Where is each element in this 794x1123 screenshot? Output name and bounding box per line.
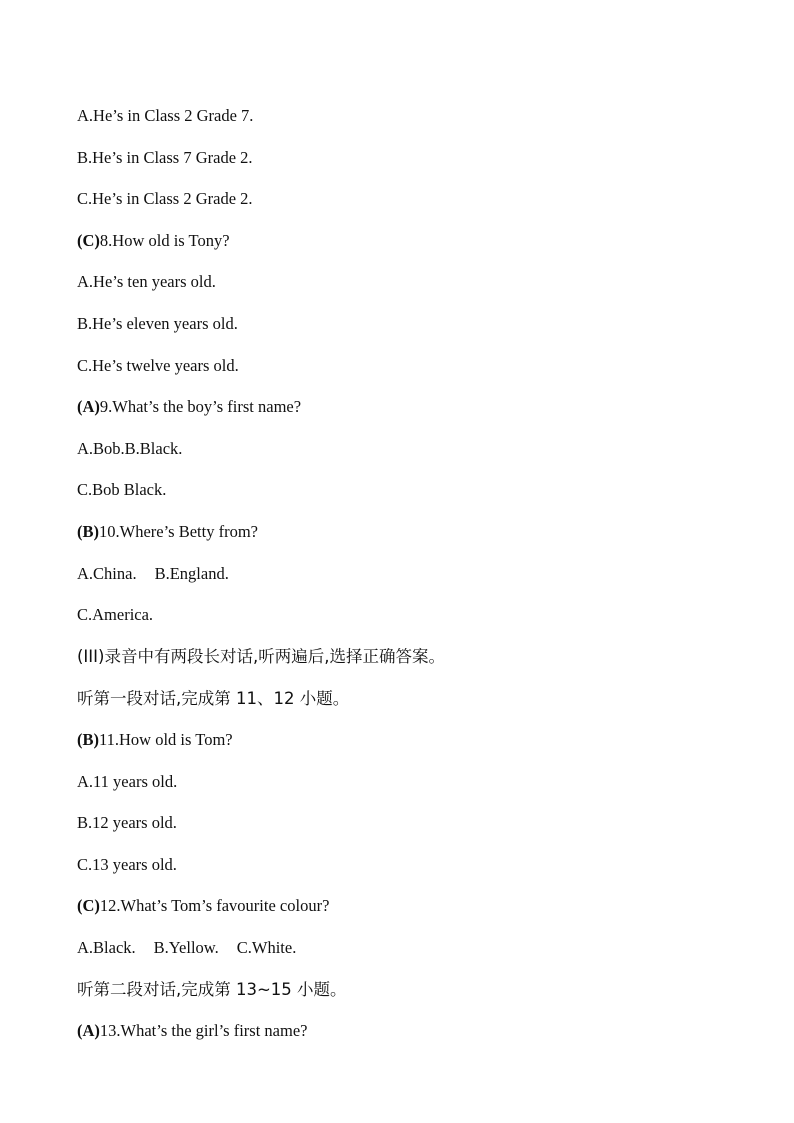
- option-line: [77, 189, 253, 209]
- option-line: [77, 605, 153, 625]
- option-line: [77, 564, 229, 584]
- option-line: [77, 439, 182, 459]
- question-line: [77, 730, 233, 750]
- option-text: A.11 years old.: [77, 772, 178, 791]
- option-line: [77, 272, 216, 292]
- option-text: A.He’s ten years old.: [77, 272, 216, 291]
- option-line: [77, 314, 238, 334]
- instruction-line: [77, 980, 347, 1000]
- section-heading-text: (III)录音中有两段长对话,听两遍后,选择正确答案。: [77, 647, 445, 666]
- answer-key: (A): [77, 397, 100, 416]
- option-line: [77, 106, 253, 126]
- option-line: [77, 772, 177, 792]
- instruction-text: 听第二段对话,完成第 13~15 小题。: [77, 980, 347, 999]
- option-text: C.13 years old.: [77, 855, 177, 874]
- answer-key: (A): [77, 1021, 100, 1040]
- answer-key: (B): [77, 522, 99, 541]
- option-text: A.He’s in Class 2 Grade 7.: [77, 106, 254, 125]
- option-line: [77, 480, 166, 500]
- answer-key: (C): [77, 896, 100, 915]
- question-text: 13.What’s the girl’s first name?: [99, 1021, 308, 1040]
- option-text: B.He’s eleven years old.: [77, 314, 238, 333]
- option-text: C.America.: [77, 605, 154, 624]
- question-text: 11.How old is Tom?: [99, 730, 233, 749]
- option-line: [77, 356, 239, 376]
- question-text: 9.What’s the boy’s first name?: [99, 397, 302, 416]
- question-line: [77, 1021, 307, 1041]
- question-text: 10.Where’s Betty from?: [99, 522, 258, 541]
- question-line: [77, 231, 230, 251]
- instruction-text: 听第一段对话,完成第 11、12 小题。: [77, 689, 350, 708]
- option-text: B.Yellow.: [153, 938, 219, 957]
- question-line: [77, 522, 258, 542]
- instruction-line: [77, 689, 349, 709]
- answer-key: (B): [77, 730, 99, 749]
- question-text: 8.How old is Tony?: [99, 231, 230, 250]
- option-line: [77, 855, 177, 875]
- question-line: [77, 397, 301, 417]
- option-text: C.He’s twelve years old.: [77, 356, 239, 375]
- option-line: [77, 938, 296, 958]
- option-line: [77, 813, 177, 833]
- option-text: C.He’s in Class 2 Grade 2.: [77, 189, 253, 208]
- option-text: A.Black.: [77, 938, 136, 957]
- option-text: C.Bob Black.: [77, 480, 167, 499]
- option-line: [77, 148, 253, 168]
- answer-key: (C): [77, 231, 100, 250]
- option-text: B.12 years old.: [77, 813, 177, 832]
- question-line: [77, 896, 329, 916]
- question-text: 12.What’s Tom’s favourite colour?: [99, 896, 330, 915]
- option-text: B.England.: [154, 564, 229, 583]
- option-text: A.Bob.B.Black.: [77, 439, 183, 458]
- section-heading: [77, 647, 445, 667]
- option-text: C.White.: [236, 938, 297, 957]
- option-text: A.China.: [77, 564, 137, 583]
- option-text: B.He’s in Class 7 Grade 2.: [77, 148, 253, 167]
